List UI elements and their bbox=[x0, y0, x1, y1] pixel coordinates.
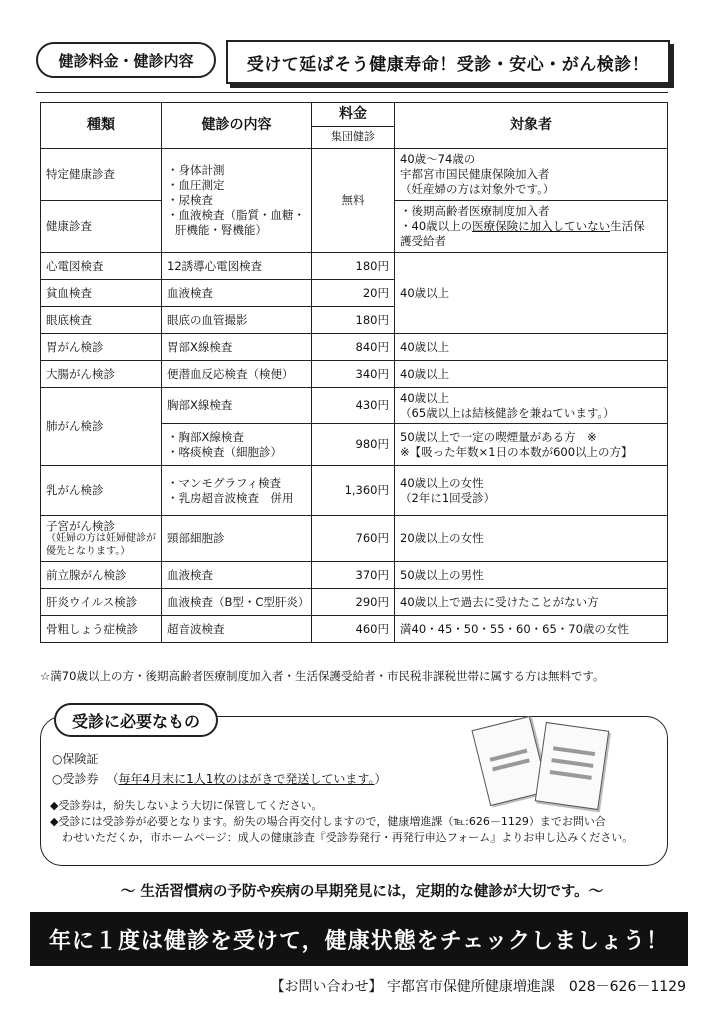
kind-lung: 肺がん検診 bbox=[41, 388, 162, 466]
content-line: ・乳房超音波検査 併用 bbox=[167, 490, 294, 505]
fee-prostate: 370円 bbox=[312, 562, 395, 589]
fee-lung-2: 980円 bbox=[312, 424, 395, 466]
kind-note: （妊婦の方は妊婦健診が bbox=[46, 533, 156, 545]
content-stomach: 胃部X線検査 bbox=[162, 334, 312, 361]
paren-close: ） bbox=[374, 772, 387, 786]
fee-lung-1: 430円 bbox=[312, 388, 395, 424]
fee-stomach: 840円 bbox=[312, 334, 395, 361]
content-lung-2 bbox=[162, 424, 312, 466]
kind-colon: 大腸がん検診 bbox=[41, 361, 162, 388]
target-line: 50歳以上で一定の喫煙量がある方 ※ bbox=[400, 429, 597, 444]
target-line: ・後期高齢者医療制度加入者 bbox=[400, 204, 550, 219]
needs-note-line: わせいただくか，市ホームページ：成人の健康診査『受診券発行・再発行申込フォーム』よりお申し込みください。 bbox=[62, 830, 634, 844]
target-line: 40歳以上の女性 bbox=[400, 475, 484, 490]
kind-ecg: 心電図検査 bbox=[41, 253, 162, 280]
paren-open: （ bbox=[106, 772, 119, 786]
basic-content-line: ・血液検査（脂質・血糖・ bbox=[167, 207, 305, 222]
header-divider bbox=[36, 92, 668, 93]
table-row bbox=[41, 388, 668, 424]
content-prostate: 血液検査 bbox=[162, 562, 312, 589]
target-lung-2 bbox=[395, 424, 668, 466]
target-colon: 40歳以上 bbox=[395, 361, 668, 388]
table-row bbox=[41, 466, 668, 516]
target-hepatitis: 40歳以上で過去に受けたことがない方 bbox=[395, 589, 668, 616]
table-row bbox=[41, 562, 668, 589]
target-underlined: 医療保険に加入していない bbox=[472, 219, 611, 234]
kind-stomach: 胃がん検診 bbox=[41, 334, 162, 361]
needs-title bbox=[54, 703, 218, 737]
content-uterus: 頸部細胞診 bbox=[162, 516, 312, 562]
target-stomach: 40歳以上 bbox=[395, 334, 668, 361]
header-content: 健診の内容 bbox=[162, 103, 312, 149]
needs-item-ticket-note: 毎年4月末に1人1枚のはがきで発送しています。 bbox=[118, 772, 375, 786]
target-line: （2年に1回受診） bbox=[400, 490, 496, 505]
fee-colon: 340円 bbox=[312, 361, 395, 388]
kind-uterus bbox=[41, 516, 162, 562]
fee-uterus: 760円 bbox=[312, 516, 395, 562]
content-line: ・胸部X線検査 bbox=[167, 429, 244, 444]
kind-hepatitis: 肝炎ウイルス検診 bbox=[41, 589, 162, 616]
basic-fee: 無料 bbox=[312, 149, 395, 253]
fee-table bbox=[40, 102, 668, 643]
basic-content bbox=[162, 149, 312, 253]
content-osteo: 超音波検査 bbox=[162, 616, 312, 643]
fee-osteo: 460円 bbox=[312, 616, 395, 643]
contact-info: 【お問い合わせ】 宇都宮市保健所健康増進課 028－626－1129 bbox=[270, 979, 686, 995]
content-lung-1: 胸部X線検査 bbox=[162, 388, 312, 424]
headline-banner bbox=[226, 40, 670, 84]
kind-anemia: 貧血検査 bbox=[41, 280, 162, 307]
needs-note-line: ◆受診には受診券が必要となります。紛失の場合再交付しますので，健康増進課（℡:626－1129）までお問い合 bbox=[50, 814, 606, 828]
table-row bbox=[41, 361, 668, 388]
target-line: ※【吸った年数×1日の本数が600以上の方】 bbox=[400, 444, 633, 459]
kind-label: 子宮がん検診 bbox=[46, 518, 115, 533]
content-hepatitis: 血液検査（B型・C型肝炎） bbox=[162, 589, 312, 616]
target-line: 40歳以上 bbox=[400, 390, 450, 405]
needs-note-line: ◆受診券は，紛失しないよう大切に保管してください。 bbox=[50, 799, 323, 812]
section-tag-label: 健診料金・健診内容 bbox=[58, 51, 194, 70]
kind-tokutei: 特定健康診査 bbox=[41, 149, 162, 201]
kind-prostate: 前立腺がん検診 bbox=[41, 562, 162, 589]
headline-text: 受けて延ばそう健康寿命！受診・安心・がん検診！ bbox=[246, 54, 650, 75]
header-target: 対象者 bbox=[395, 103, 668, 149]
target-prostate: 50歳以上の男性 bbox=[395, 562, 668, 589]
kind-fundus: 眼底検査 bbox=[41, 307, 162, 334]
fee-ecg: 180円 bbox=[312, 253, 395, 280]
section-tag bbox=[36, 42, 216, 78]
ticket-card-icon bbox=[535, 722, 610, 810]
table-row bbox=[41, 334, 668, 361]
checkup-banner-text: 年に１度は健診を受けて，健康状態をチェックしましょう！ bbox=[49, 928, 669, 954]
kind-osteo: 骨粗しょう症検診 bbox=[41, 616, 162, 643]
target-line: （妊産婦の方は対象外です。） bbox=[400, 181, 555, 196]
table-row bbox=[41, 149, 668, 201]
content-breast bbox=[162, 466, 312, 516]
needs-notes bbox=[50, 798, 634, 846]
basic-content-line: ・血圧測定 bbox=[167, 178, 225, 193]
target-breast bbox=[395, 466, 668, 516]
fee-hepatitis: 290円 bbox=[312, 589, 395, 616]
header-fee-group: 集団健診 bbox=[312, 127, 395, 149]
table-header-row bbox=[41, 103, 668, 127]
target-lung-1 bbox=[395, 388, 668, 424]
target-fragment: 生活保 bbox=[610, 219, 645, 234]
target-line: 宇都宮市国民健康保険加入者 bbox=[400, 167, 550, 182]
content-colon: 便潜血反応検査（検便） bbox=[162, 361, 312, 388]
kind-breast: 乳がん検診 bbox=[41, 466, 162, 516]
tagline: ～ 生活習慣病の予防や疾病の早期発見には，定期的な健診が大切です。～ bbox=[120, 884, 604, 900]
basic-content-line: ・尿検査 bbox=[167, 193, 213, 208]
header-fee: 料金 bbox=[312, 103, 395, 127]
target-uterus: 20歳以上の女性 bbox=[395, 516, 668, 562]
table-row bbox=[41, 589, 668, 616]
basic-content-line: 肝機能・腎機能） bbox=[175, 222, 267, 237]
fee-breast: 1,360円 bbox=[312, 466, 395, 516]
kind-kenko: 健康診査 bbox=[41, 201, 162, 253]
header-kind: 種類 bbox=[41, 103, 162, 149]
kind-note: 優先となります。） bbox=[46, 545, 131, 557]
target-osteo: 満40・45・50・55・60・65・70歳の女性 bbox=[395, 616, 668, 643]
group-target: 40歳以上 bbox=[395, 253, 668, 334]
content-line: ・マンモグラフィ検査 bbox=[167, 475, 282, 490]
target-line bbox=[400, 219, 662, 234]
table-row bbox=[41, 253, 668, 280]
target-line: 護受給者 bbox=[400, 233, 446, 248]
target-line: 40歳～74歳の bbox=[400, 152, 476, 167]
free-note: ☆満70歳以上の方・後期高齢者医療制度加入者・生活保護受給者・市民税非課税世帯に属する方は無料です。 bbox=[40, 669, 605, 683]
needs-title-label: 受診に必要なもの bbox=[72, 711, 201, 731]
content-ecg: 12誘導心電図検査 bbox=[162, 253, 312, 280]
needs-item-insurance: ○保険証 bbox=[52, 752, 99, 766]
fee-anemia: 20円 bbox=[312, 280, 395, 307]
fee-fundus: 180円 bbox=[312, 307, 395, 334]
target-fragment: ・40歳以上の bbox=[400, 219, 473, 234]
target-line: （65歳以上は結核健診を兼ねています。） bbox=[400, 405, 615, 420]
content-fundus: 眼底の血管撮影 bbox=[162, 307, 312, 334]
basic-content-line: ・身体計測 bbox=[167, 163, 225, 178]
table-row bbox=[41, 516, 668, 562]
tokutei-target bbox=[395, 149, 668, 201]
content-anemia: 血液検査 bbox=[162, 280, 312, 307]
checkup-banner bbox=[30, 912, 688, 966]
content-line: ・喀痰検査（細胞診） bbox=[167, 444, 282, 459]
kenko-target bbox=[395, 201, 668, 253]
needs-item-ticket-label: ○受診券 bbox=[52, 772, 99, 786]
needs-item-ticket bbox=[52, 770, 386, 787]
table-row bbox=[41, 616, 668, 643]
